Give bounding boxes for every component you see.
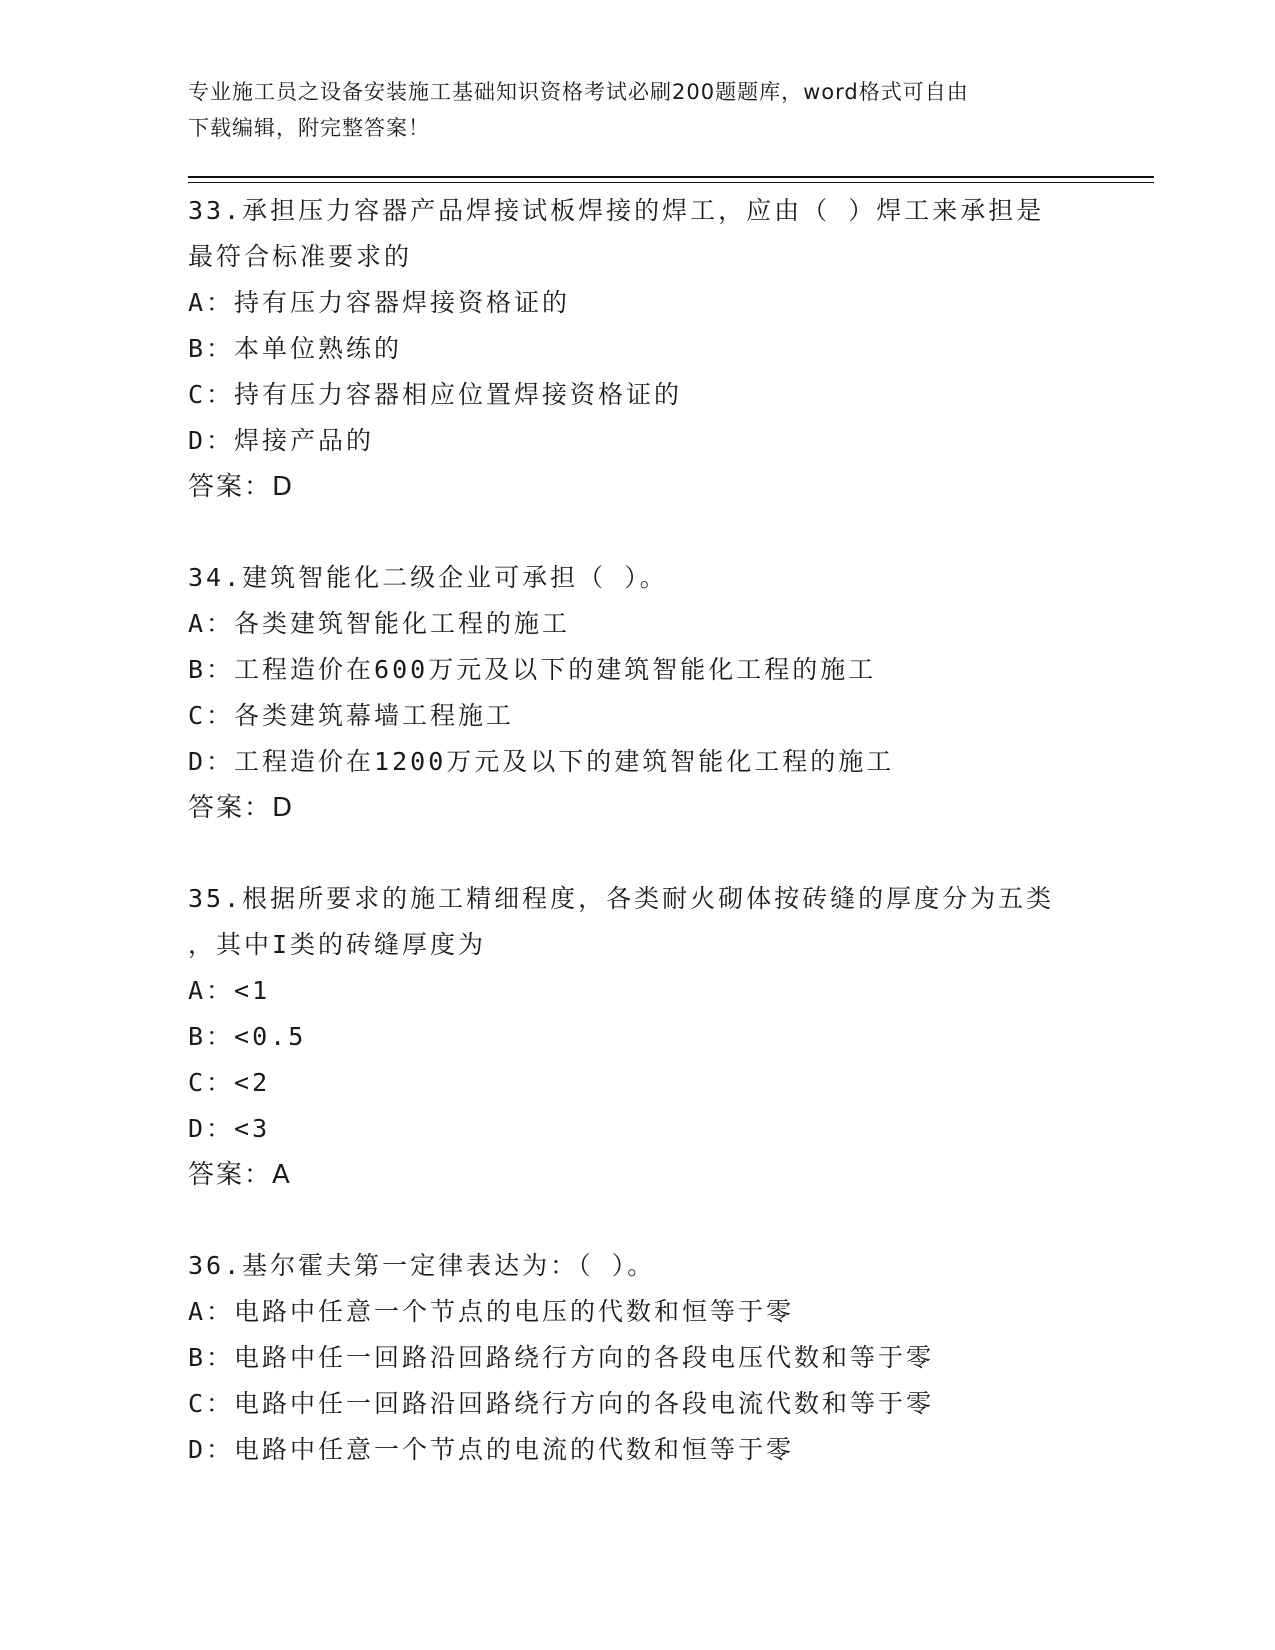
question-stem: [188, 188, 1148, 280]
option-d: D：焊接产品的: [188, 426, 375, 455]
option-a: A：持有压力容器焊接资格证的: [188, 288, 571, 317]
option-c: C：持有压力容器相应位置焊接资格证的: [188, 380, 683, 409]
question-list: [188, 188, 1148, 1518]
question-stem-line: 34.建筑智能化二级企业可承担（ ）。: [188, 563, 668, 592]
option-b: B：电路中任一回路沿回路绕行方向的各段电压代数和等于零: [188, 1343, 935, 1372]
question-stem: [188, 876, 1148, 968]
answer: 答案：D: [188, 472, 295, 502]
option-c: C：电路中任一回路沿回路绕行方向的各段电流代数和等于零: [188, 1389, 935, 1418]
question-stem-line: 最符合标准要求的: [188, 242, 413, 271]
question-stem: [188, 1243, 1148, 1289]
option-d: D：电路中任意一个节点的电流的代数和恒等于零: [188, 1435, 795, 1464]
header-line-2: 下载编辑，附完整答案！: [188, 116, 430, 140]
option-b: B：工程造价在600万元及以下的建筑智能化工程的施工: [188, 655, 877, 684]
question-stem-line: 36.基尔霍夫第一定律表达为：（ ）。: [188, 1251, 656, 1280]
answer: 答案：A: [188, 1160, 292, 1190]
document-header: [188, 74, 1068, 146]
question-33: [188, 188, 1148, 510]
question-36: [188, 1243, 1148, 1473]
option-c: C：<2: [188, 1068, 271, 1097]
option-a: A：<1: [188, 976, 271, 1005]
option-d: D：工程造价在1200万元及以下的建筑智能化工程的施工: [188, 747, 895, 776]
question-34: [188, 555, 1148, 831]
question-stem-line: 33.承担压力容器产品焊接试板焊接的焊工，应由（ ）焊工来承担是: [188, 196, 1045, 225]
question-35: [188, 876, 1148, 1198]
option-a: A：电路中任意一个节点的电压的代数和恒等于零: [188, 1297, 795, 1326]
option-a: A：各类建筑智能化工程的施工: [188, 609, 571, 638]
header-line-1: 专业施工员之设备安装施工基础知识资格考试必刷200题题库，word格式可自由: [188, 80, 969, 104]
option-d: D：<3: [188, 1114, 271, 1143]
option-b: B：本单位熟练的: [188, 334, 403, 363]
header-divider: [188, 176, 1154, 178]
header-divider-thin: [188, 182, 1154, 183]
option-b: B：<0.5: [188, 1022, 307, 1051]
option-c: C：各类建筑幕墙工程施工: [188, 701, 515, 730]
question-stem: [188, 555, 1148, 601]
question-stem-line: 35.根据所要求的施工精细程度，各类耐火砌体按砖缝的厚度分为五类: [188, 884, 1055, 913]
question-stem-line: ，其中I类的砖缝厚度为: [188, 930, 487, 959]
answer: 答案：D: [188, 793, 295, 823]
